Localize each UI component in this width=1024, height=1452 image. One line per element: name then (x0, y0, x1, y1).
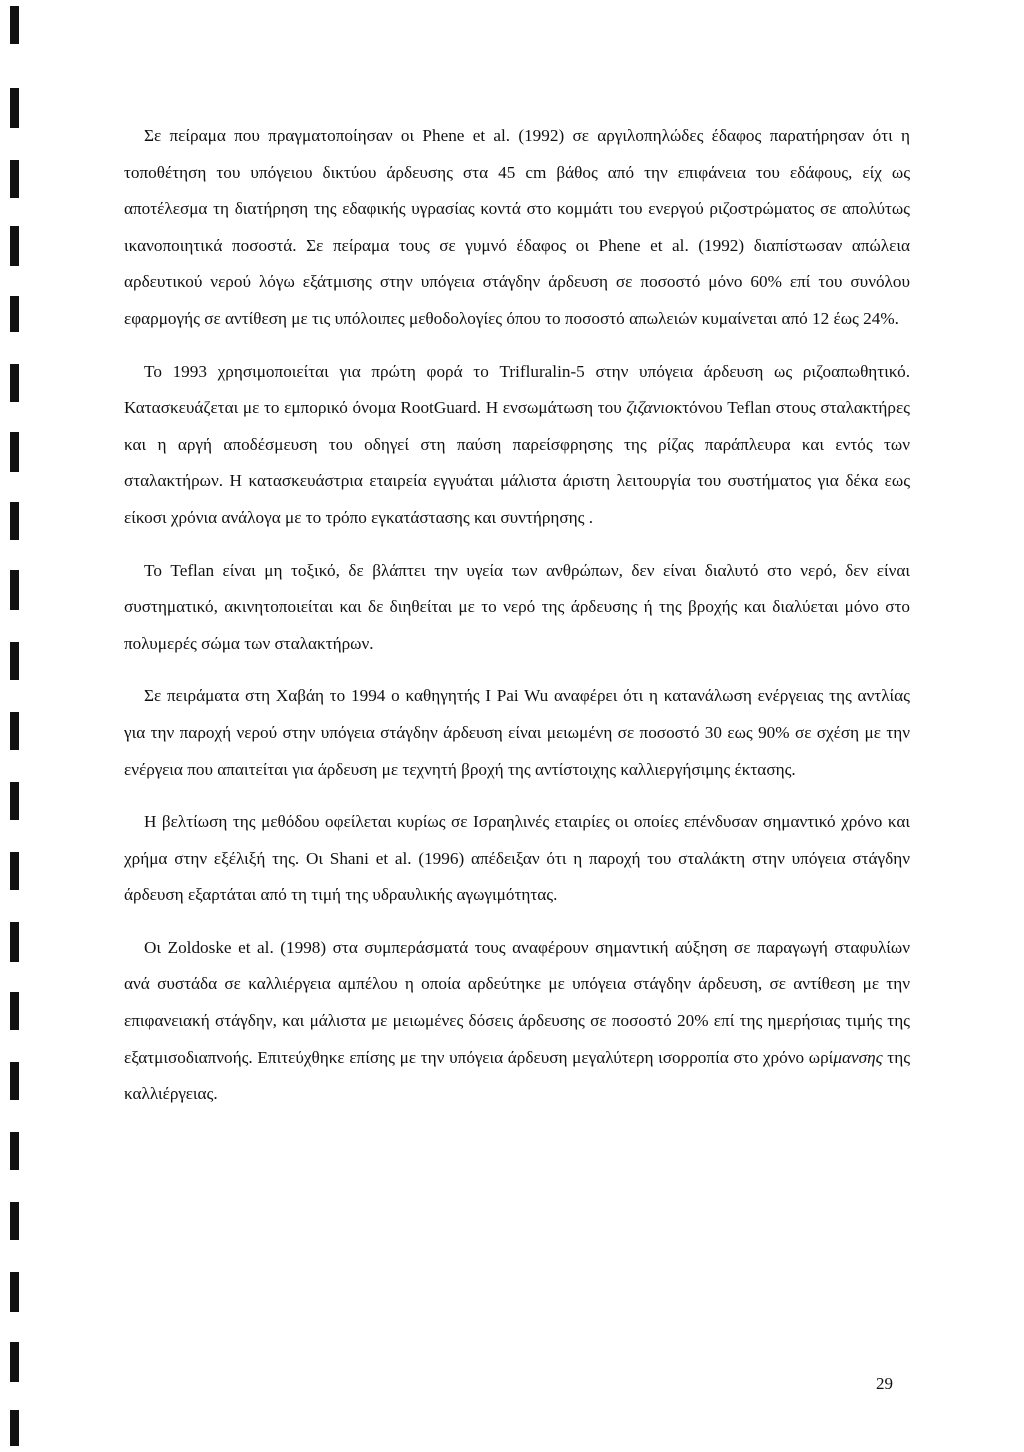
binding-mark (10, 642, 19, 680)
binding-mark (10, 570, 19, 610)
binding-mark (10, 852, 19, 890)
binding-mark (10, 1202, 19, 1240)
binding-mark (10, 1410, 19, 1446)
binding-mark (10, 226, 19, 266)
paragraph-text: Το 1993 χρησιμοποιείται για πρώτη φορά το Trifluralin-5 στην υπόγεια άρδευση ως ριζοαπωθητικό. Κατασκευάζεται με το εμπορικό όνομα RootGuard. Η ενσωμάτωση του (124, 361, 910, 418)
paragraph (124, 804, 910, 914)
binding-marks (0, 0, 40, 1452)
binding-mark (10, 1272, 19, 1312)
paragraph-text: Σε πείραμα που πραγματοποίησαν οι Phene et al. (1992) σε αργιλοπηλώδες έδαφος παρατήρησαν ότι η τοποθέτηση του υπόγειου δικτύου άρδευσης στα 45 cm βάθος από την επιφάνεια του εδάφους, είχ ως αποτέλεσμα τη διατήρηση της εδαφικής υγρασίας κοντά στο κομμάτι του ενεργού ριζοστρώματος σε απολύτως ικανοποιητικά ποσοστά. Σε πείραμα τους σε γυμνό έδαφος οι Phene et al. (1992) διαπίστωσαν απώλεια αρδευτικού νερού λόγω εξάτμισης στην υπόγεια στάγδην άρδευση σε ποσοστό μόνο 60% επί του συνόλου εφαρμογής σε αντίθεση με τις υπόλοιπες μεθοδολογίες όπου το ποσοστό απωλειών κυμαίνεται από 12 έως 24%. (124, 126, 910, 328)
paragraph-text: Η βελτίωση της μεθόδου οφείλεται κυρίως σε Ισραηλινές εταιρίες οι οποίες επένδυσαν σημαντικό χρόνο και χρήμα στην εξέλιξή της. Οι Shani et al. (1996) απέδειξαν ότι η παροχή του σταλάκτη στην υπόγεια στάγδην άρδευση εξαρτάται από τη τιμή της υδραυλικής αγωγιμότητας. (124, 812, 910, 905)
binding-mark (10, 1132, 19, 1170)
paragraph-text: Σε πειράματα στη Χαβάη το 1994 ο καθηγητής I Pai Wu αναφέρει ότι η κατανάλωση ενέργειας της αντλίας για την παροχή νερού στην υπόγεια στάγδην άρδευση είναι μειωμένη σε ποσοστό 30 εως 90% σε σχέση με την ενέργεια που απαιτείται για άρδευση με τεχνητή βροχή της αντίστοιχης καλλιεργήσιμης έκτασης. (124, 686, 910, 779)
paragraph (124, 553, 910, 663)
paragraph-text: της καλλιέργειας. (124, 1047, 910, 1104)
paragraph-text-italic: μανσης (833, 1047, 883, 1067)
binding-mark (10, 992, 19, 1030)
paragraph-text: Οι Zoldoske et al. (1998) στα συμπεράσματά τους αναφέρουν σημαντική αύξηση σε παραγωγή σταφυλίων ανά συστάδα σε καλλιέργεια αμπέλου η οποία αρδεύτηκε με υπόγεια στάγδην άρδευση, σε αντίθεση με την επιφανειακή στάγδην, και μάλιστα με μειωμένες δόσεις άρδευσης σε ποσοστό 20% επί της ημερήσιας τιμής της εξατμισοδιαπνοής. Επιτεύχθηκε επίσης με την υπόγεια άρδευση μεγαλύτερη ισορροπία στο χρόνο ωρί (124, 937, 910, 1067)
binding-mark (10, 502, 19, 540)
binding-mark (10, 922, 19, 962)
binding-mark (10, 296, 19, 332)
binding-mark (10, 712, 19, 750)
binding-mark (10, 160, 19, 198)
binding-mark (10, 1342, 19, 1382)
binding-mark (10, 1062, 19, 1100)
binding-mark (10, 6, 19, 44)
paragraph-text: κτόνου Teflan στους σταλακτήρες και η αργή αποδέσμευση του οδηγεί στη παύση παρείσφρησης της ρίζας παράπλευρα και εντός των σταλακτήρων. Η κατασκευάστρια εταιρεία εγγυάται μάλιστα άριστη λειτουργία του συστήματος για δέκα εως είκοσι χρόνια ανάλογα με το τρόπο εγκατάστασης και συντήρησης . (124, 398, 910, 527)
binding-mark (10, 364, 19, 402)
paragraph-text: Το Teflan είναι μη τοξικό, δε βλάπτει την υγεία των ανθρώπων, δεν είναι διαλυτό στο νερό, δεν είναι συστηματικό, ακινητοποιείται και δε διηθείται με το νερό της άρδευσης ή της βροχής και διαλύεται μόνο στο πολυμερές σώμα των σταλακτήρων. (124, 560, 910, 653)
body-text (124, 118, 910, 1113)
page-number: 29 (876, 1374, 893, 1393)
paragraph-text-italic: ζιζανιο (626, 398, 674, 418)
binding-mark (10, 432, 19, 472)
paragraph (124, 354, 910, 537)
binding-mark (10, 88, 19, 128)
binding-mark (10, 782, 19, 820)
paragraph (124, 930, 910, 1113)
paragraph (124, 118, 910, 338)
paragraph (124, 678, 910, 788)
